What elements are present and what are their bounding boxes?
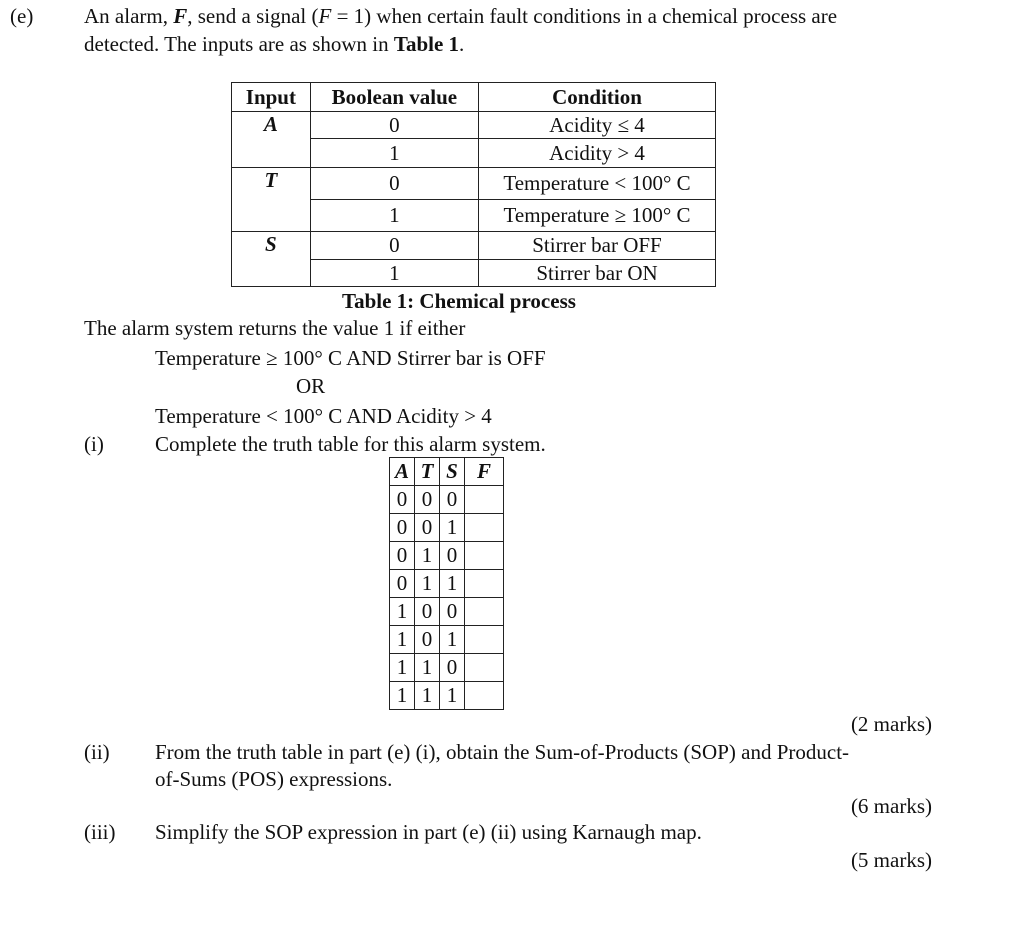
condition-cell: Stirrer bar OFF [479, 232, 716, 260]
input-cell-t: T [232, 168, 311, 232]
truth-cell-s: 1 [440, 626, 465, 654]
part-ii-line-2: of-Sums (POS) expressions. [155, 767, 393, 791]
table-row [232, 232, 716, 260]
truth-cell-a: 0 [390, 486, 415, 514]
part-e-label: (e) [10, 4, 34, 28]
part-ii-marks: (6 marks) [850, 794, 932, 818]
truth-cell-a: 0 [390, 514, 415, 542]
truth-cell-f-blank [465, 654, 504, 682]
alarm-condition-2: Temperature < 100° C AND Acidity > 4 [155, 404, 492, 428]
boolean-value-cell: 1 [310, 139, 478, 168]
condition-cell: Temperature < 100° C [479, 168, 716, 200]
part-iii-label: (iii) [84, 820, 116, 844]
condition-cell: Stirrer bar ON [479, 260, 716, 287]
part-i-text: Complete the truth table for this alarm system. [155, 432, 546, 456]
truth-table [389, 457, 504, 710]
table-row [390, 486, 504, 514]
truth-cell-a: 1 [390, 598, 415, 626]
truth-cell-a: 0 [390, 542, 415, 570]
truth-cell-s: 0 [440, 654, 465, 682]
boolean-value-cell: 0 [310, 232, 478, 260]
truth-cell-s: 0 [440, 486, 465, 514]
alarm-condition-1: Temperature ≥ 100° C AND Stirrer bar is OFF [155, 346, 546, 370]
boolean-value-cell: 1 [310, 200, 478, 232]
table-row [232, 112, 716, 139]
truth-cell-t: 1 [415, 682, 440, 710]
truth-cell-f-blank [465, 682, 504, 710]
boolean-value-cell: 0 [310, 112, 478, 139]
part-ii-line-1: From the truth table in part (e) (i), obtain the Sum-of-Products (SOP) and Product- [155, 740, 850, 764]
table-row [390, 570, 504, 598]
truth-cell-t: 0 [415, 486, 440, 514]
truth-cell-t: 1 [415, 654, 440, 682]
truth-cell-s: 0 [440, 598, 465, 626]
condition-cell: Temperature ≥ 100° C [479, 200, 716, 232]
intro-line-2: detected. The inputs are as shown in Table 1. [84, 32, 465, 56]
table-row [390, 654, 504, 682]
part-ii-label: (ii) [84, 740, 110, 764]
table1-header-boolean-value: Boolean value [310, 83, 478, 112]
truth-cell-f-blank [465, 626, 504, 654]
truth-cell-f-blank [465, 598, 504, 626]
table1-header-input: Input [232, 83, 311, 112]
truth-cell-t: 0 [415, 514, 440, 542]
alarm-or: OR [296, 374, 326, 398]
table1-header-condition: Condition [479, 83, 716, 112]
truth-header-s: S [440, 458, 465, 486]
truth-cell-s: 0 [440, 542, 465, 570]
table-row [390, 514, 504, 542]
table-row [390, 682, 504, 710]
table1-header-row [232, 83, 716, 112]
chemical-process-table [231, 82, 716, 287]
table-row [390, 598, 504, 626]
truth-cell-t: 0 [415, 598, 440, 626]
truth-cell-s: 1 [440, 682, 465, 710]
table-row [390, 542, 504, 570]
boolean-value-cell: 1 [310, 260, 478, 287]
truth-cell-a: 0 [390, 570, 415, 598]
condition-cell: Acidity ≤ 4 [479, 112, 716, 139]
part-i-label: (i) [84, 432, 104, 456]
truth-cell-a: 1 [390, 682, 415, 710]
part-i-marks: (2 marks) [850, 712, 932, 736]
truth-cell-s: 1 [440, 570, 465, 598]
truth-cell-f-blank [465, 486, 504, 514]
truth-header-a: A [390, 458, 415, 486]
truth-cell-t: 0 [415, 626, 440, 654]
truth-cell-t: 1 [415, 570, 440, 598]
truth-cell-f-blank [465, 570, 504, 598]
table1-caption: Table 1: Chemical process [342, 289, 576, 313]
alarm-intro: The alarm system returns the value 1 if either [84, 316, 466, 340]
input-cell-a: A [232, 112, 311, 168]
truth-cell-s: 1 [440, 514, 465, 542]
truth-cell-a: 1 [390, 654, 415, 682]
part-iii-marks: (5 marks) [850, 848, 932, 872]
table-row [232, 168, 716, 200]
truth-cell-f-blank [465, 514, 504, 542]
intro-line-1: An alarm, F, send a signal (F = 1) when certain fault conditions in a chemical process are [84, 4, 838, 28]
condition-cell: Acidity > 4 [479, 139, 716, 168]
table-row [390, 626, 504, 654]
boolean-value-cell: 0 [310, 168, 478, 200]
truth-header-f: F [465, 458, 504, 486]
input-cell-s: S [232, 232, 311, 287]
truth-header-t: T [415, 458, 440, 486]
truth-cell-t: 1 [415, 542, 440, 570]
truth-cell-a: 1 [390, 626, 415, 654]
part-iii-text: Simplify the SOP expression in part (e) (ii) using Karnaugh map. [155, 820, 702, 844]
truth-cell-f-blank [465, 542, 504, 570]
truth-table-header-row [390, 458, 504, 486]
